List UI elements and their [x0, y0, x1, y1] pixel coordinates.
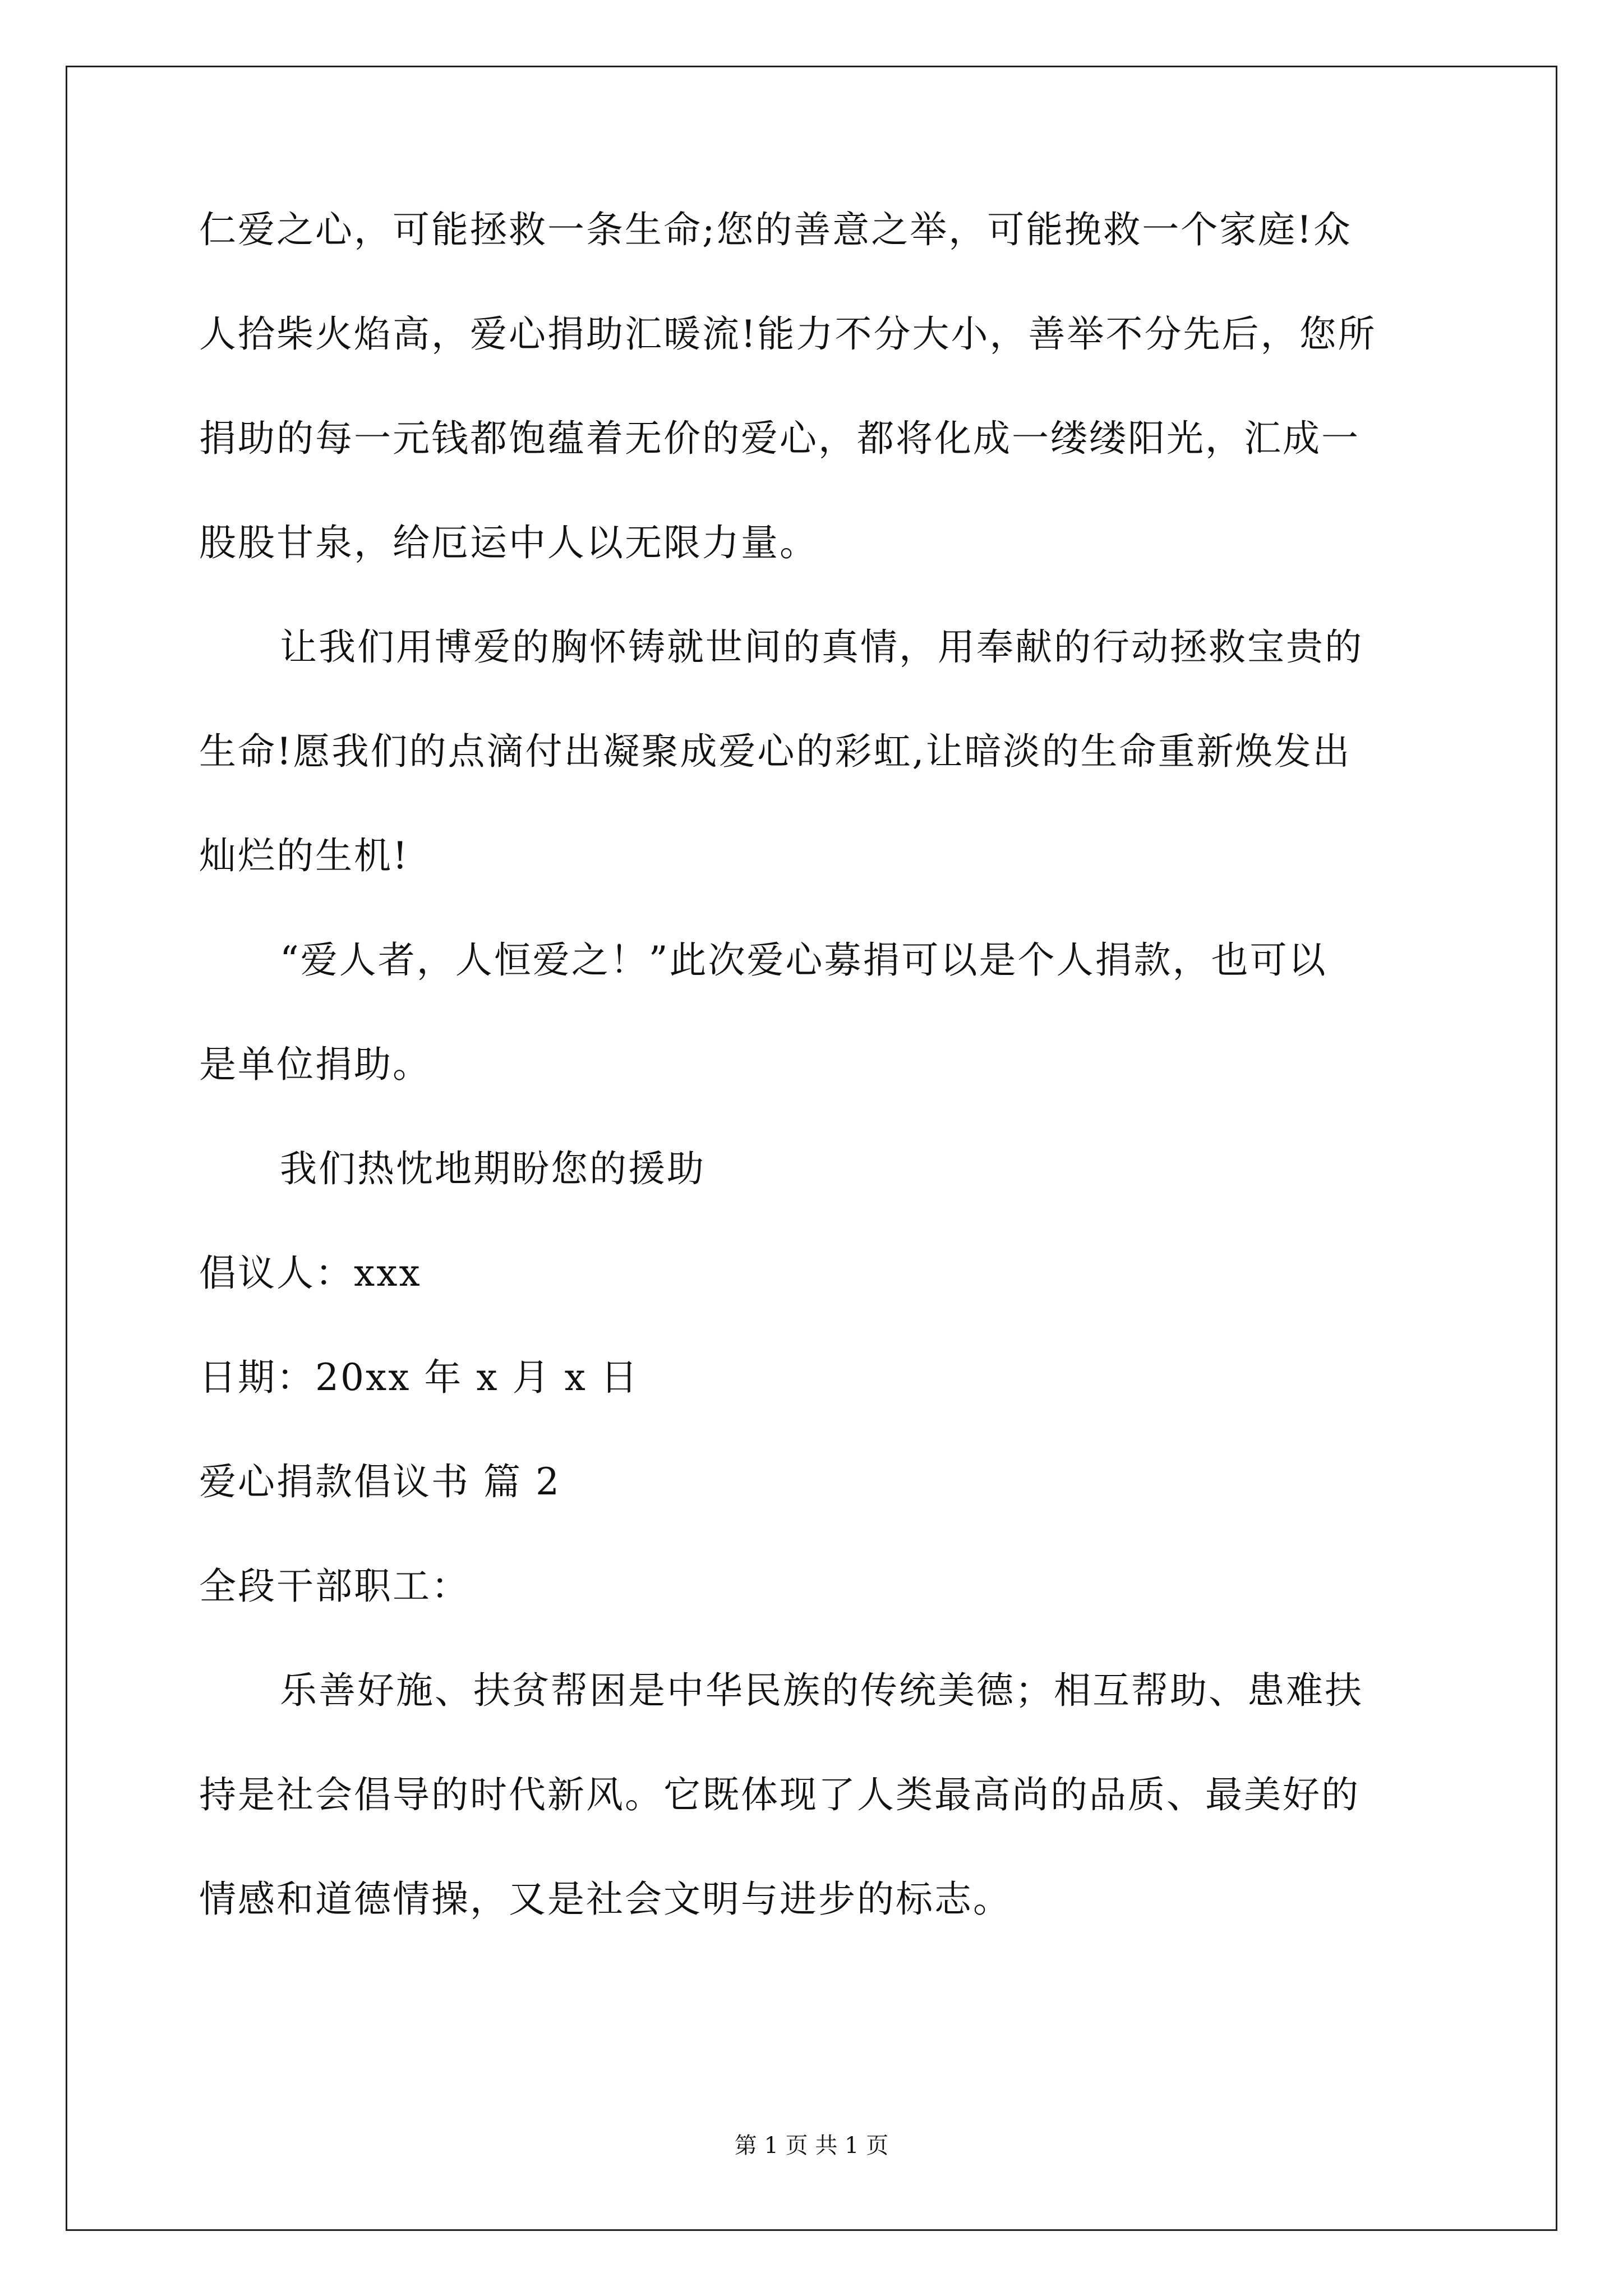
paragraph-line: 是单位捐助。 [199, 1043, 431, 1086]
salutation: 全段干部职工： [199, 1565, 470, 1608]
paragraph-line: 仁爱之心，可能拯救一条生命;您的善意之举，可能挽救一个家庭!众 [199, 208, 1352, 251]
paragraph-line: 乐善好施、扶贫帮困是中华民族的传统美德；相互帮助、患难扶 [280, 1669, 1363, 1712]
paragraph-line: 持是社会倡导的时代新风。它既体现了人类最高尚的品质、最美好的 [199, 1773, 1360, 1816]
paragraph-line: 让我们用博爱的胸怀铸就世间的真情，用奉献的行动拯救宝贵的 [280, 625, 1363, 669]
paragraph-line: 人拾柴火焰高，爱心捐助汇暖流!能力不分大小，善举不分先后，您所 [199, 312, 1377, 356]
paragraph-line: 生命!愿我们的点滴付出凝聚成爱心的彩虹,让暗淡的生命重新焕发出 [199, 730, 1352, 773]
initiator-line: 倡议人：xxx [199, 1251, 422, 1295]
paragraph-line: 股股甘泉，给厄运中人以无限力量。 [199, 521, 818, 564]
page-footer: 第 1 页 共 1 页 [734, 2133, 889, 2159]
section-title: 爱心捐款倡议书 篇 2 [199, 1460, 561, 1503]
paragraph-line: 灿烂的生机! [199, 834, 409, 877]
paragraph-line: “爱人者，人恒爱之！”此次爱心募捐可以是个人捐款，也可以 [280, 938, 1327, 982]
paragraph-line: 我们热忱地期盼您的援助 [280, 1147, 706, 1190]
paragraph-line: 捐助的每一元钱都饱蕴着无价的爱心，都将化成一缕缕阳光，汇成一 [199, 417, 1360, 460]
date-line: 日期：20xx 年 x 月 x 日 [199, 1356, 639, 1399]
paragraph-line: 情感和道德情操，又是社会文明与进步的标志。 [199, 1878, 1012, 1921]
